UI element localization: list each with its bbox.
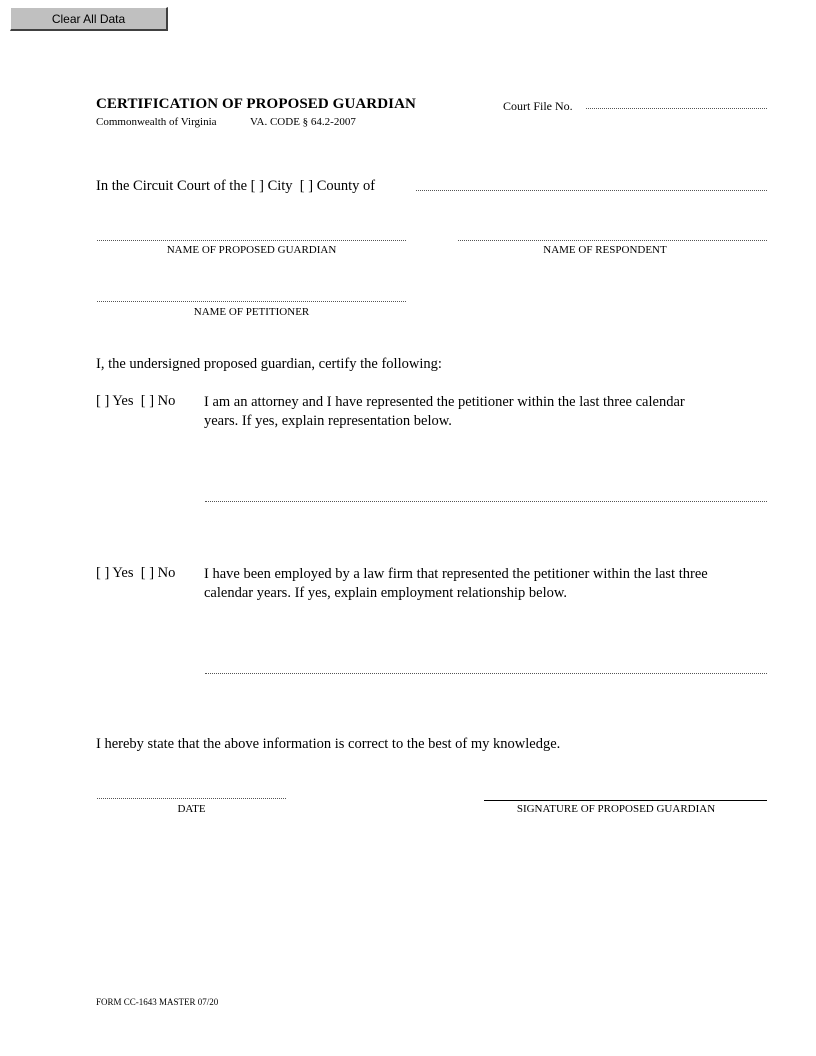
q2-explanation-line bbox=[205, 673, 767, 674]
jurisdiction: Commonwealth of Virginia bbox=[96, 116, 217, 128]
clear-all-data-button[interactable]: Clear All Data bbox=[10, 7, 168, 31]
q2-yes-label: Yes bbox=[112, 565, 134, 581]
q2-no-checkbox[interactable]: [ ] bbox=[140, 565, 155, 581]
signature-line bbox=[484, 800, 767, 801]
q2-no-label: No bbox=[157, 565, 176, 581]
proposed-guardian-line bbox=[97, 240, 406, 241]
date-line bbox=[97, 798, 286, 799]
q2-line-2: calendar years. If yes, explain employment relationship below. bbox=[204, 585, 568, 601]
q1-no-label: No bbox=[157, 393, 176, 409]
q1-explanation-input[interactable] bbox=[205, 486, 767, 501]
city-label: City bbox=[267, 178, 293, 194]
q1-yes-label: Yes bbox=[112, 393, 134, 409]
q1-no-checkbox[interactable]: [ ] bbox=[140, 393, 155, 409]
question-1-options bbox=[96, 393, 175, 410]
form-number: FORM CC-1643 MASTER 07/20 bbox=[96, 997, 219, 1007]
court-file-label: Court File No. bbox=[503, 99, 573, 113]
petitioner-caption: NAME OF PETITIONER bbox=[193, 306, 310, 318]
court-name-input[interactable] bbox=[416, 176, 767, 191]
question-2-options bbox=[96, 565, 175, 582]
q2-yes-checkbox[interactable]: [ ] bbox=[96, 565, 110, 581]
statute-code: VA. CODE § 64.2-2007 bbox=[250, 116, 356, 128]
respondent-line bbox=[458, 240, 767, 241]
intro-text: I, the undersigned proposed guardian, certify the following: bbox=[96, 356, 442, 372]
question-2-text bbox=[204, 565, 774, 603]
county-label: County of bbox=[316, 178, 376, 194]
court-file-input[interactable] bbox=[586, 95, 767, 109]
q2-explanation-input[interactable] bbox=[205, 658, 767, 673]
proposed-guardian-input[interactable] bbox=[97, 225, 406, 240]
respondent-caption: NAME OF RESPONDENT bbox=[543, 244, 667, 256]
question-1-text bbox=[204, 393, 774, 431]
city-checkbox[interactable]: [ ] bbox=[250, 178, 264, 194]
county-checkbox[interactable]: [ ] bbox=[299, 178, 314, 194]
petitioner-line bbox=[97, 301, 406, 302]
form-title: CERTIFICATION OF PROPOSED GUARDIAN bbox=[96, 96, 416, 112]
q1-explanation-line bbox=[205, 501, 767, 502]
respondent-input[interactable] bbox=[458, 225, 767, 240]
proposed-guardian-caption: NAME OF PROPOSED GUARDIAN bbox=[166, 244, 337, 256]
date-caption: DATE bbox=[177, 803, 206, 815]
court-prefix: In the Circuit Court of the bbox=[96, 178, 248, 194]
signature-caption: SIGNATURE OF PROPOSED GUARDIAN bbox=[516, 803, 716, 815]
date-input[interactable] bbox=[97, 783, 286, 798]
petitioner-input[interactable] bbox=[97, 286, 406, 301]
q1-line-1: I am an attorney and I have represented the petitioner within the last three calendar bbox=[204, 394, 685, 410]
q1-line-2: years. If yes, explain representation below. bbox=[204, 413, 452, 429]
statement-text: I hereby state that the above information is correct to the best of my knowledge. bbox=[96, 736, 561, 752]
court-line bbox=[96, 178, 375, 195]
q2-line-1: I have been employed by a law firm that represented the petitioner within the last three bbox=[204, 566, 708, 582]
q1-yes-checkbox[interactable]: [ ] bbox=[96, 393, 110, 409]
